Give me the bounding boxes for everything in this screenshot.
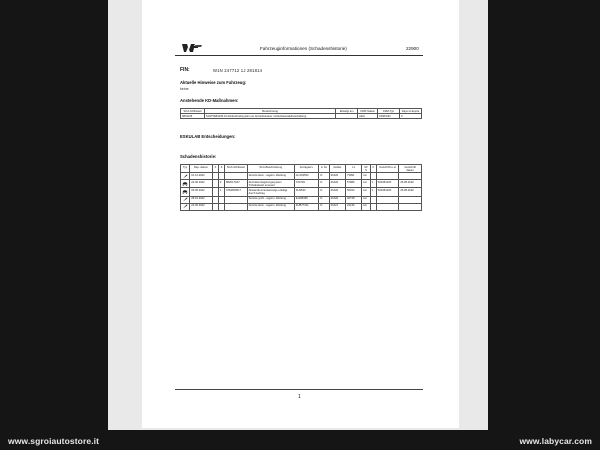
type-cell <box>181 203 190 210</box>
table-cell: AU103534 <box>294 173 319 180</box>
table-cell: Zentralverriegelungssystem Türkabelsatz erneuert <box>247 180 294 188</box>
table-cell <box>225 173 248 180</box>
type-cell <box>181 196 190 203</box>
table-cell: 0891136 <box>181 114 205 119</box>
ko-title: Anstehende KD-Maßnahmen: <box>180 98 239 103</box>
table-cell <box>376 173 399 180</box>
watermark-right: www.labycar.com <box>519 436 592 446</box>
table-cell: 000351200 <box>376 188 399 196</box>
table-cell: 01.12.2022 <box>190 173 213 180</box>
wrench-icon <box>182 197 188 202</box>
header-divider <box>175 55 423 56</box>
table-cell <box>399 196 422 203</box>
table-cell: 26.05.2022 <box>399 188 422 196</box>
watermark-left: www.sgroiautostore.it <box>8 436 100 446</box>
schaden-header-cell: SCA-Beschreibung <box>247 165 294 173</box>
fin-label: FIN: <box>180 67 190 73</box>
table-cell: 26.05.2022 <box>399 180 422 188</box>
document-page <box>142 0 459 428</box>
table-cell: km <box>362 188 370 196</box>
wrench-icon <box>182 204 188 209</box>
schaden-header-cell: X <box>212 165 218 173</box>
table-cell: 000351200 <box>376 180 399 188</box>
ko-header-cell: Bezeichnung <box>204 109 335 114</box>
schaden-header-row <box>181 165 422 173</box>
ko-header-cell: Erledigt am <box>336 109 358 114</box>
table-cell: 0784650517 <box>225 188 248 196</box>
table-cell <box>225 203 248 210</box>
table-cell: D <box>319 196 329 203</box>
table-row <box>181 188 422 196</box>
eskulab-title: ESKULAB Entscheidungen: <box>180 134 236 139</box>
table-cell: KUB77311 <box>294 203 319 210</box>
schaden-header-cell: L/ Ko <box>319 165 329 173</box>
ko-header-cell: SCA-Schlüssel <box>181 109 205 114</box>
table-cell: 8820170A7 <box>225 180 248 188</box>
table-cell <box>225 196 248 203</box>
table-cell: 1 <box>370 180 376 188</box>
schaden-header-cell: # <box>218 165 224 173</box>
table-row <box>181 203 422 210</box>
schaden-header-cell: SCA-Schlüssel <box>225 165 248 173</box>
document-number: 22900 <box>406 46 419 51</box>
table-row <box>181 114 422 119</box>
table-cell: KDM/HIN <box>378 114 400 119</box>
table-row <box>181 173 422 180</box>
table-cell: E-E86365 <box>294 196 319 203</box>
ko-header-cell: KDM Status <box>358 109 378 114</box>
footer-divider <box>175 389 423 390</box>
schaden-header-cell: M/ S <box>362 165 370 173</box>
table-cell: 28.01.2022 <box>190 196 213 203</box>
ko-header-cell: KDM-Typ <box>378 109 400 114</box>
table-cell <box>376 203 399 210</box>
page-number: 1 <box>298 394 301 400</box>
type-cell <box>181 173 190 180</box>
table-cell: D <box>319 173 329 180</box>
table-cell: 06.05.2022 <box>190 188 213 196</box>
table-cell: Abstandmomentanzeige erledigt durch Auftrag <box>247 188 294 196</box>
schaden-table <box>180 164 422 211</box>
hinweise-value: keine <box>180 87 189 91</box>
brand-logo-icon <box>181 42 203 54</box>
schaden-title: Schadenshistorie: <box>180 154 217 159</box>
document-title: Fahrzeuginformationen (Schadenshistorie) <box>260 46 347 51</box>
schaden-header-cell: Typ <box>181 165 190 173</box>
table-cell: 24136 <box>346 203 362 210</box>
table-cell: 21620 <box>329 188 345 196</box>
table-cell: 1 <box>218 188 224 196</box>
table-cell: D <box>319 188 329 196</box>
schaden-header-cell: C <box>370 165 376 173</box>
table-cell <box>376 196 399 203</box>
schaden-header-cell: Rep.-datum <box>190 165 213 173</box>
table-cell: Service klein - regelm. Wartung <box>247 173 294 180</box>
table-cell: Aktiv <box>358 114 378 119</box>
schaden-header-cell: Gutschrift e-st <box>376 165 399 173</box>
table-cell: Service klein - regelm. Wartung <box>247 203 294 210</box>
table-cell: 1 <box>370 188 376 196</box>
table-cell: 46748 <box>346 196 362 203</box>
table-cell: 21621 <box>329 203 345 210</box>
table-cell: D <box>319 180 329 188</box>
schaden-header-cell: Antragserv. <box>294 165 319 173</box>
type-cell <box>181 188 190 196</box>
schaden-header-cell: LL <box>346 165 362 173</box>
table-cell <box>399 173 422 180</box>
table-cell: 0 <box>400 114 422 119</box>
schaden-header-cell: Gutschrift datum <box>399 165 422 173</box>
table-cell: km <box>362 203 370 210</box>
wrench-icon <box>182 174 188 179</box>
table-cell: Service groß - regelm. Wartung <box>247 196 294 203</box>
table-cell: 73991 <box>346 173 362 180</box>
car-icon <box>182 181 188 186</box>
hinweise-title: Aktuelle Hinweise zum Fahrzeug: <box>180 80 247 85</box>
table-cell: 56344 <box>346 188 362 196</box>
table-cell <box>336 114 358 119</box>
table-row <box>181 180 422 188</box>
table-cell: SCM*0981196 10 Reifendrucksystem an Antriebstrainer mit Einfassraddrutschaltung <box>204 114 335 119</box>
table-row <box>181 196 422 203</box>
table-cell: 2 <box>218 180 224 188</box>
fin-value: W1N 247712 1J 281814 <box>213 67 263 73</box>
table-cell <box>399 203 422 210</box>
table-cell: 21620 <box>329 180 345 188</box>
type-cell <box>181 180 190 188</box>
table-cell: D <box>319 203 329 210</box>
table-cell: km <box>362 173 370 180</box>
table-cell: km <box>362 180 370 188</box>
table-cell: T23729 <box>294 180 319 188</box>
table-cell: km <box>362 196 370 203</box>
table-cell: 24.06.2022 <box>190 180 213 188</box>
table-cell: 22.06.2022 <box>190 203 213 210</box>
ko-header-cell: Days to Expire <box>400 109 422 114</box>
table-cell: SU9633 <box>294 188 319 196</box>
schaden-header-cell: Gebiet <box>329 165 345 173</box>
car-icon <box>182 189 188 194</box>
table-cell: 57986 <box>346 180 362 188</box>
table-cell: 21620 <box>329 196 345 203</box>
table-cell: 21620 <box>329 173 345 180</box>
ko-table <box>180 108 422 119</box>
